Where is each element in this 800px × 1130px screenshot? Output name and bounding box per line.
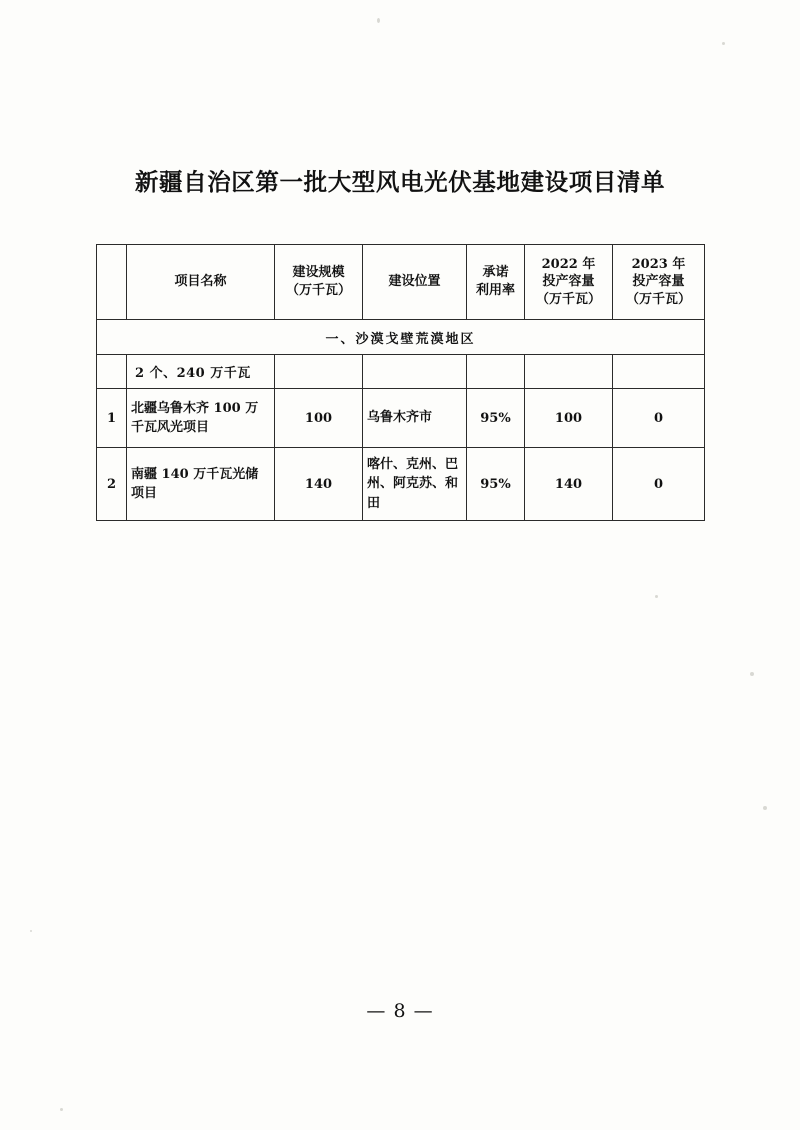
scan-speckle	[655, 595, 658, 598]
column-header-2023-line2: 投产容量	[632, 274, 685, 290]
table-body	[97, 320, 705, 521]
column-header-2022-capacity	[525, 245, 613, 320]
subtotal-2023-cell	[613, 355, 705, 389]
column-header-2023-line3: （万千瓦）	[625, 291, 691, 307]
column-header-2023-capacity	[613, 245, 705, 320]
row-project-name: 北疆乌鲁木齐 100 万千瓦风光项目	[127, 389, 275, 448]
project-list-table	[96, 244, 705, 521]
table-row	[97, 448, 705, 521]
scan-speckle	[763, 806, 767, 810]
page-title: 新疆自治区第一批大型风电光伏基地建设项目清单	[134, 168, 666, 196]
table-header-row	[97, 245, 705, 320]
row-index: 2	[97, 448, 127, 521]
column-header-scale	[275, 245, 363, 320]
subtotal-rate-cell	[467, 355, 525, 389]
table-subtotal-row	[97, 355, 705, 389]
scan-speckle	[722, 42, 725, 45]
row-project-name: 南疆 140 万千瓦光储项目	[127, 448, 275, 521]
row-index: 1	[97, 389, 127, 448]
subtotal-2022-cell	[525, 355, 613, 389]
row-2022-capacity: 100	[525, 389, 613, 448]
subtotal-label: 2 个、240 万千瓦	[127, 355, 275, 389]
section-title: 一、沙漠戈壁荒漠地区	[97, 320, 705, 355]
subtotal-location-cell	[363, 355, 467, 389]
column-header-index	[97, 245, 127, 320]
page-number: — 8 —	[366, 1000, 434, 1022]
table-header	[97, 245, 705, 320]
scan-speckle	[377, 18, 380, 23]
row-utilization: 95%	[467, 389, 525, 448]
column-header-2022-line2: 投产容量	[542, 274, 595, 290]
subtotal-index-cell	[97, 355, 127, 389]
column-header-2023-line1: 2023 年	[631, 256, 686, 272]
scan-speckle	[60, 1108, 63, 1111]
row-scale: 100	[275, 389, 363, 448]
row-2022-capacity: 140	[525, 448, 613, 521]
project-list-table-wrapper	[96, 244, 704, 521]
row-utilization: 95%	[467, 448, 525, 521]
column-header-utilization-line2: 利用率	[475, 283, 515, 298]
scan-speckle	[30, 930, 32, 932]
column-header-2022-line1: 2022 年	[541, 256, 596, 272]
column-header-utilization-line1: 承诺	[482, 265, 509, 281]
column-header-scale-line1: 建设规模	[292, 265, 345, 281]
row-2023-capacity: 0	[613, 448, 705, 521]
row-2023-capacity: 0	[613, 389, 705, 448]
row-location: 乌鲁木齐市	[363, 389, 467, 448]
subtotal-scale-cell	[275, 355, 363, 389]
scan-speckle	[750, 672, 754, 676]
column-header-location: 建设位置	[363, 245, 467, 320]
column-header-scale-line2: （万千瓦）	[285, 283, 351, 298]
column-header-2022-line3: （万千瓦）	[535, 291, 601, 307]
table-section-row	[97, 320, 705, 355]
row-scale: 140	[275, 448, 363, 521]
table-row	[97, 389, 705, 448]
column-header-project-name: 项目名称	[127, 245, 275, 320]
row-location: 喀什、克州、巴州、阿克苏、和田	[363, 448, 467, 521]
column-header-utilization	[467, 245, 525, 320]
